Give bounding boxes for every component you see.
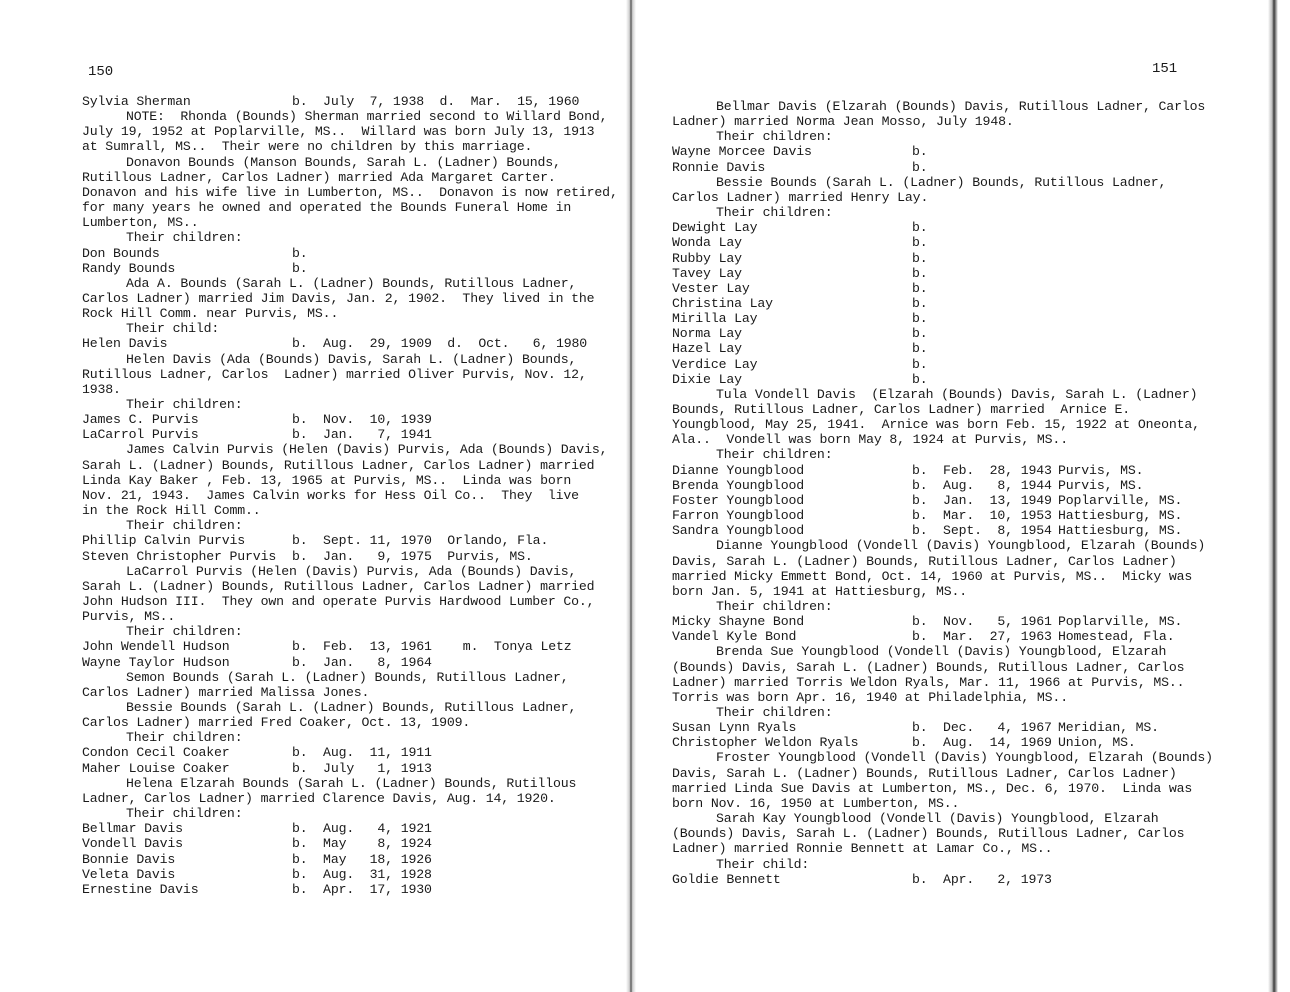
line-text: for many years he owned and operated the Bounds Funeral Home in <box>82 200 572 216</box>
line-text: Helen Davis <box>82 336 168 352</box>
line-text: Bounds, Rutillous Ladner, Carlos Ladner) married Arnice E. <box>672 402 1131 417</box>
text-line <box>82 836 432 852</box>
text-line <box>672 871 1052 887</box>
line-text: Sarah L. (Ladner) Bounds, Rutillous Ladner, Carlos Ladner) married <box>82 578 595 594</box>
birth-date: b. <box>912 311 928 327</box>
line-text: Carlos Ladner) married Fred Coaker, Oct. 13, 1909. <box>82 715 471 731</box>
birth-date: b. Sept. 11, 1970 Orlando, Fla. <box>292 533 549 549</box>
text-line <box>82 185 618 200</box>
line-text: Bonnie Davis <box>82 851 176 867</box>
line-text: Ada A. Bounds (Sarah L. (Ladner) Bounds, Rutillous Ladner, <box>126 275 577 291</box>
line-text: Rutillous Ladner, Carlos Ladner) married Oliver Purvis, Nov. 12, <box>82 366 587 382</box>
birth-date: b. <box>292 260 308 276</box>
text-line <box>672 720 1159 736</box>
line-text: Brenda Youngblood <box>672 477 804 493</box>
text-line <box>82 806 242 821</box>
text-line <box>672 265 928 281</box>
birth-place: Meridian, MS. <box>1058 720 1159 736</box>
text-line <box>672 660 1184 675</box>
line-text: married Linda Sue Davis at Lumberton, MS., Dec. 6, 1970. Linda was <box>672 780 1193 796</box>
birth-place: Poplarville, MS. <box>1058 614 1183 630</box>
text-line <box>672 326 928 342</box>
text-line <box>82 245 308 261</box>
text-line <box>82 442 607 457</box>
birth-date: b. Aug. 11, 1911 <box>292 745 432 761</box>
birth-date: b. <box>912 295 928 311</box>
line-text: Vandel Kyle Bond <box>672 629 797 645</box>
line-text: Bessie Bounds (Sarah L. (Ladner) Bounds, Rutillous Ladner, <box>126 700 577 715</box>
line-text: Verdice Lay <box>672 356 758 372</box>
text-line <box>82 715 470 730</box>
text-line <box>82 427 432 443</box>
line-text: Their children: <box>716 129 833 145</box>
text-line <box>82 382 121 397</box>
line-text: Their children: <box>716 447 833 463</box>
page-number: 150 <box>88 64 114 80</box>
birth-date: b. Aug. 8, 1944 <box>912 477 1052 493</box>
line-text: Wayne Morcee Davis <box>672 144 812 160</box>
line-text: Nov. 21, 1943. James Calvin works for Hess Oil Co.. They live <box>82 487 579 503</box>
line-text: James Calvin Purvis (Helen (Davis) Purvis, Ada (Bounds) Davis, <box>126 442 608 458</box>
book-gutter <box>626 0 636 992</box>
text-line <box>82 594 594 609</box>
text-line <box>82 639 572 655</box>
text-line <box>672 766 1177 781</box>
birth-date: b. <box>912 220 928 236</box>
line-text: Maher Louise Coaker <box>82 760 230 776</box>
birth-date: b. <box>912 356 928 372</box>
line-text: born Nov. 16, 1950 at Lumberton, MS.. <box>672 795 960 811</box>
line-text: LaCarrol Purvis <box>82 427 199 443</box>
line-text: Tavey Lay <box>672 265 742 281</box>
text-line <box>82 730 242 745</box>
text-line <box>672 311 928 327</box>
birth-date: b. July 7, 1938 d. Mar. 15, 1960 <box>292 94 580 109</box>
line-text: Their children: <box>126 730 243 746</box>
line-text: John Hudson III. They own and operate Purvis Hardwood Lumber Co., <box>82 593 595 609</box>
line-text: Hazel Lay <box>672 341 742 357</box>
text-line <box>82 533 549 549</box>
text-line <box>672 811 1159 826</box>
birth-date: b. <box>912 371 928 387</box>
line-text: Norma Lay <box>672 326 742 342</box>
line-text: Their children: <box>716 705 833 720</box>
line-text: Micky Shayne Bond <box>672 614 804 630</box>
text-line <box>82 700 576 715</box>
birth-place: Hattiesburg, MS. <box>1058 508 1183 524</box>
text-line <box>672 508 1183 524</box>
line-text: James C. Purvis <box>82 412 199 428</box>
text-line <box>672 644 1166 659</box>
birth-date: b. Jan. 13, 1949 <box>912 492 1052 508</box>
text-line <box>672 554 1177 569</box>
text-line <box>672 569 1192 584</box>
text-line <box>672 599 832 614</box>
text-line <box>672 857 809 872</box>
line-text: Wonda Lay <box>672 235 742 251</box>
line-text: Their children: <box>716 598 833 614</box>
text-line <box>82 397 242 412</box>
line-text: John Wendell Hudson <box>82 639 230 655</box>
birth-date: b. Feb. 13, 1961 m. Tonya Letz <box>292 639 572 655</box>
line-text: NOTE: Rhonda (Bounds) Sherman married second to Willard Bond, <box>126 109 608 125</box>
line-text: Foster Youngblood <box>672 492 804 508</box>
line-text: Purvis, MS.. <box>82 609 176 625</box>
text-line <box>82 200 571 215</box>
right-page <box>636 0 1290 992</box>
line-text: Semon Bounds (Sarah L. (Ladner) Bounds, Rutillous Ladner, <box>126 669 569 685</box>
line-text: Ronnie Davis <box>672 159 766 175</box>
line-text: Sarah Kay Youngblood (Vondell (Davis) Youngblood, Elzarah <box>716 811 1159 827</box>
line-text: Helen Davis (Ada (Bounds) Davis, Sarah L. (Ladner) Bounds, <box>126 351 577 367</box>
text-line <box>672 220 928 236</box>
line-text: Randy Bounds <box>82 260 176 276</box>
line-text: 1938. <box>82 381 121 397</box>
line-text: Youngblood, May 25, 1941. Arnice was born Feb. 15, 1922 at Oneonta, <box>672 417 1200 433</box>
text-line <box>82 321 219 336</box>
line-text: LaCarrol Purvis (Helen (Davis) Purvis, Ada (Bounds) Davis, <box>126 563 577 579</box>
birth-place: Hattiesburg, MS. <box>1058 523 1183 539</box>
text-line <box>82 881 432 897</box>
text-line <box>672 705 832 720</box>
line-text: Christina Lay <box>672 295 773 311</box>
text-line <box>672 356 928 372</box>
line-text: Bellmar Davis (Elzarah (Bounds) Davis, Rutillous Ladner, Carlos <box>716 99 1206 114</box>
line-text: Phillip Calvin Purvis <box>82 533 246 549</box>
line-text: Their children: <box>126 806 243 822</box>
line-text: Carlos Ladner) married Henry Lay. <box>672 189 929 205</box>
line-text: in the Rock Hill Comm.. <box>82 503 261 519</box>
birth-date: b. Jan. 7, 1941 <box>292 427 432 443</box>
line-text: Bellmar Davis <box>82 821 183 837</box>
text-line <box>672 341 928 357</box>
birth-date: b. Jan. 9, 1975 Purvis, MS. <box>292 548 533 564</box>
text-line <box>82 791 556 806</box>
text-line <box>82 579 594 594</box>
line-text: at Sumrall, MS.. Their were no children by this marriage. <box>82 139 533 155</box>
text-line <box>672 114 1014 129</box>
text-line <box>672 462 1144 478</box>
text-line <box>82 866 432 882</box>
text-line <box>672 387 1197 402</box>
text-line <box>82 155 561 170</box>
line-text: July 19, 1952 at Poplarville, MS.. Willard was born July 13, 1913 <box>82 124 595 140</box>
text-line <box>672 629 1175 645</box>
text-line <box>82 518 242 533</box>
text-line <box>82 306 338 321</box>
line-text: Rutillous Ladner, Carlos Ladner) married Ada Margaret Carter. <box>82 169 556 185</box>
birth-date: b. Apr. 2, 1973 <box>912 871 1052 887</box>
birth-date: b. Aug. 31, 1928 <box>292 866 432 882</box>
text-line <box>672 159 928 175</box>
line-text: Sylvia Sherman <box>82 94 191 109</box>
text-line <box>672 675 1184 690</box>
line-text: Sandra Youngblood <box>672 523 804 539</box>
line-text: Brenda Sue Youngblood (Vondell (Davis) Youngblood, Elzarah <box>716 644 1167 660</box>
birth-date: b. Sept. 8, 1954 <box>912 523 1052 539</box>
birth-place: Poplarville, MS. <box>1058 492 1183 508</box>
text-line <box>672 175 1166 190</box>
text-line <box>672 402 1130 417</box>
text-line <box>672 129 832 144</box>
birth-place: Purvis, MS. <box>1058 462 1144 478</box>
line-text: Their child: <box>126 321 220 337</box>
line-text: Ladner, Carlos Ladner) married Clarence Davis, Aug. 14, 1920. <box>82 790 556 806</box>
line-text: Their children: <box>716 205 833 221</box>
text-line <box>672 584 967 599</box>
text-line <box>672 492 1183 508</box>
line-text: Vondell Davis <box>82 836 183 852</box>
line-text: Their children: <box>126 518 243 534</box>
line-text: Susan Lynn Ryals <box>672 720 797 736</box>
line-text: Dixie Lay <box>672 371 742 387</box>
text-line <box>82 458 594 473</box>
birth-date: b. Jan. 8, 1964 <box>292 654 432 670</box>
line-text: Ernestine Davis <box>82 881 199 897</box>
line-text: Ladner) married Norma Jean Mosso, July 1948. <box>672 114 1014 130</box>
line-text: Veleta Davis <box>82 866 176 882</box>
line-text: Tula Vondell Davis (Elzarah (Bounds) Davis, Sarah L. (Ladner) <box>716 386 1198 402</box>
text-line <box>82 215 198 230</box>
line-text: Sarah L. (Ladner) Bounds, Rutillous Ladner, Carlos Ladner) married <box>82 457 595 473</box>
text-line <box>82 776 576 791</box>
line-text: Donavon and his wife live in Lumberton, MS.. Donavon is now retired, <box>82 184 618 200</box>
line-text: Don Bounds <box>82 245 160 261</box>
text-line <box>672 205 832 220</box>
birth-date: b. Mar. 27, 1963 <box>912 629 1052 645</box>
birth-date: b. <box>912 341 928 357</box>
birth-date: b. Aug. 4, 1921 <box>292 821 432 837</box>
text-line <box>82 291 594 306</box>
text-line <box>82 503 261 518</box>
line-text: Davis, Sarah L. (Ladner) Bounds, Rutillous Ladner, Carlos Ladner) <box>672 765 1177 781</box>
text-line <box>82 109 607 124</box>
text-line <box>82 352 576 367</box>
line-text: Linda Kay Baker , Feb. 13, 1965 at Purvis, MS.. Linda was born <box>82 472 572 488</box>
text-line <box>672 523 1183 539</box>
line-text: Ala.. Vondell was born May 8, 1924 at Purvis, MS.. <box>672 432 1068 448</box>
text-line <box>82 139 532 154</box>
birth-date: b. <box>912 265 928 281</box>
text-line <box>672 190 928 205</box>
birth-date: b. May 18, 1926 <box>292 851 432 867</box>
line-text: Their children: <box>126 624 243 640</box>
text-line <box>82 851 432 867</box>
text-line <box>672 280 928 296</box>
birth-date: b. <box>912 235 928 251</box>
text-line <box>672 750 1213 765</box>
birth-date: b. <box>912 326 928 342</box>
text-line <box>82 230 242 245</box>
text-line <box>82 685 369 700</box>
line-text: Their children: <box>126 397 243 412</box>
text-line <box>672 538 1205 553</box>
line-text: Their children: <box>126 230 243 246</box>
text-line <box>672 99 1205 114</box>
line-text: Ladner) married Torris Weldon Ryals, Mar. 11, 1966 at Purvis, MS.. <box>672 674 1185 690</box>
left-page <box>0 0 625 992</box>
line-text: Dianne Youngblood <box>672 462 804 478</box>
text-line <box>82 367 587 382</box>
text-line <box>82 412 432 428</box>
text-line <box>82 670 569 685</box>
line-text: Carlos Ladner) married Jim Davis, Jan. 2, 1902. They lived in the <box>82 290 595 306</box>
birth-date: b. Dec. 4, 1967 <box>912 720 1052 736</box>
birth-place: Union, MS. <box>1058 735 1136 751</box>
line-text: Condon Cecil Coaker <box>82 745 230 761</box>
text-line <box>82 276 576 291</box>
birth-date: b. July 1, 1913 <box>292 760 432 776</box>
line-text: Bessie Bounds (Sarah L. (Ladner) Bounds, Rutillous Ladner, <box>716 174 1167 190</box>
line-text: Rock Hill Comm. near Purvis, MS.. <box>82 306 339 322</box>
line-text: Rubby Lay <box>672 250 742 266</box>
text-line <box>672 447 832 462</box>
text-line <box>82 654 432 670</box>
text-line <box>82 488 579 503</box>
line-text: Carlos Ladner) married Malissa Jones. <box>82 684 370 700</box>
line-text: (Bounds) Davis, Sarah L. (Ladner) Bounds, Rutillous Ladner, Carlos <box>672 826 1185 842</box>
line-text: Froster Youngblood (Vondell (Davis) Youngblood, Elzarah (Bounds) <box>716 750 1213 766</box>
line-text: Helena Elzarah Bounds (Sarah L. (Ladner) Bounds, Rutillous <box>126 775 577 791</box>
line-text: Their child: <box>716 856 810 872</box>
text-line <box>82 760 432 776</box>
birth-date: b. Feb. 28, 1943 <box>912 462 1052 478</box>
text-line <box>672 144 928 160</box>
text-line <box>672 796 959 811</box>
line-text: Farron Youngblood <box>672 508 804 524</box>
birth-date: b. Nov. 5, 1961 <box>912 614 1052 630</box>
page-number: 151 <box>1152 61 1178 77</box>
birth-date: b. May 8, 1924 <box>292 836 432 852</box>
line-text: Donavon Bounds (Manson Bounds, Sarah L. (Ladner) Bounds, <box>126 154 561 170</box>
birth-date: b. Aug. 14, 1969 <box>912 735 1052 751</box>
text-line <box>82 124 594 139</box>
text-line <box>672 614 1183 630</box>
birth-date: b. Aug. 29, 1909 d. Oct. 6, 1980 <box>292 336 588 352</box>
text-line <box>672 417 1200 432</box>
text-line <box>82 564 576 579</box>
birth-date: b. Nov. 10, 1939 <box>292 412 432 428</box>
text-line <box>82 609 175 624</box>
birth-date: b. <box>912 144 928 160</box>
line-text: Ladner) married Ronnie Bennett at Lamar Co., MS.. <box>672 841 1053 857</box>
text-line <box>672 371 928 387</box>
text-line <box>672 477 1144 493</box>
text-line <box>672 432 1068 447</box>
text-line <box>672 235 928 251</box>
text-line <box>82 548 533 564</box>
line-text: Christopher Weldon Ryals <box>672 735 859 751</box>
line-text: Vester Lay <box>672 280 750 296</box>
birth-place: Homestead, Fla. <box>1058 629 1175 645</box>
text-line <box>82 260 308 276</box>
text-line <box>672 781 1192 796</box>
page-edge <box>1268 0 1278 992</box>
text-line <box>82 336 588 352</box>
line-text: (Bounds) Davis, Sarah L. (Ladner) Bounds, Rutillous Ladner, Carlos <box>672 659 1185 675</box>
line-text: Dewight Lay <box>672 220 758 236</box>
text-line <box>672 295 928 311</box>
birth-date: b. Apr. 17, 1930 <box>292 881 432 897</box>
text-line <box>82 624 242 639</box>
text-line <box>82 821 432 837</box>
text-line <box>672 826 1184 841</box>
line-text: Goldie Bennett <box>672 871 781 887</box>
birth-date: b. <box>912 159 928 175</box>
birth-date: b. Mar. 10, 1953 <box>912 508 1052 524</box>
line-text: Lumberton, MS.. <box>82 215 199 231</box>
text-line <box>82 94 580 109</box>
birth-date: b. <box>912 250 928 266</box>
line-text: Steven Christopher Purvis <box>82 548 277 564</box>
birth-place: Purvis, MS. <box>1058 477 1144 493</box>
line-text: Mirilla Lay <box>672 311 758 327</box>
text-line <box>672 250 928 266</box>
text-line <box>82 745 432 761</box>
text-line <box>672 690 1068 705</box>
text-line <box>672 735 1136 751</box>
line-text: Wayne Taylor Hudson <box>82 654 230 670</box>
line-text: born Jan. 5, 1941 at Hattiesburg, MS.. <box>672 583 968 599</box>
line-text: married Micky Emmett Bond, Oct. 14, 1960 at Purvis, MS.. Micky was <box>672 568 1193 584</box>
line-text: Torris was born Apr. 16, 1940 at Philadelphia, MS.. <box>672 689 1068 705</box>
birth-date: b. <box>912 280 928 296</box>
line-text: Davis, Sarah L. (Ladner) Bounds, Rutillous Ladner, Carlos Ladner) <box>672 553 1177 569</box>
birth-date: b. <box>292 245 308 261</box>
text-line <box>82 473 571 488</box>
text-line <box>82 170 556 185</box>
line-text: Dianne Youngblood (Vondell (Davis) Youngblood, Elzarah (Bounds) <box>716 538 1206 554</box>
text-line <box>672 841 1052 856</box>
